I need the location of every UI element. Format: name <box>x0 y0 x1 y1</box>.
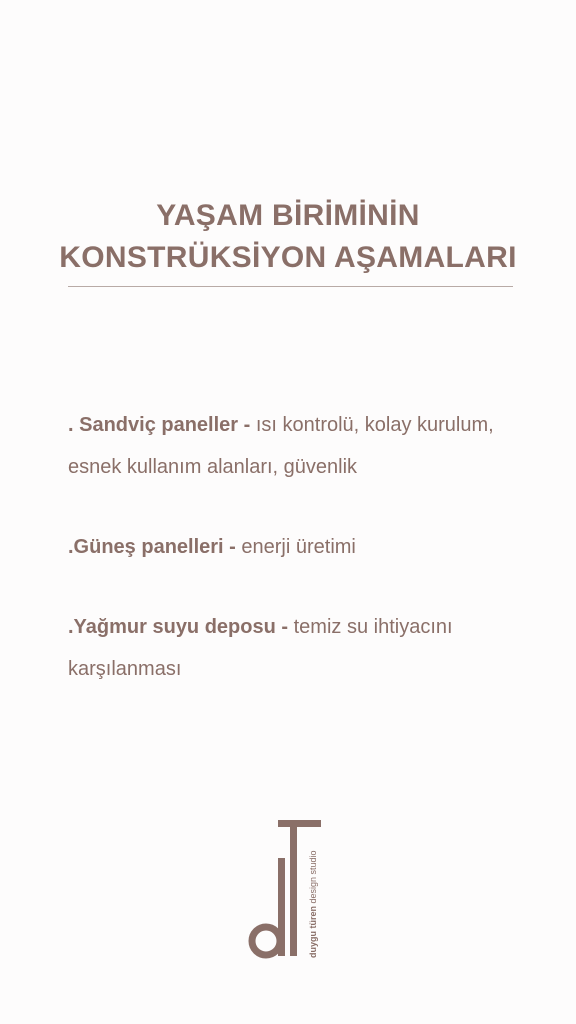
logo-t-stem <box>290 827 297 956</box>
feature-item-solar-panels <box>68 526 518 568</box>
title-line-2: KONSTRÜKSİYON AŞAMALARI <box>59 241 517 274</box>
feature-item-sandwich-panels <box>68 404 518 488</box>
brand-logo <box>246 818 336 963</box>
page-title <box>0 195 576 279</box>
title-line-1: YAŞAM BİRİMİNİN <box>156 199 420 232</box>
feature-item-lead: . Sandviç paneller - <box>68 414 256 436</box>
feature-item-lead: .Güneş panelleri - <box>68 536 242 558</box>
feature-item-text: enerji üretimi <box>241 536 356 558</box>
feature-item-rainwater-tank <box>68 606 518 690</box>
feature-item-text: ısı kontrolü, kolay kurulum, esnek kullanım alanları, güvenlik <box>68 414 494 478</box>
logo-d-stem <box>278 858 285 956</box>
logo-d-bowl <box>252 927 280 955</box>
feature-item-lead: .Yağmur suyu deposu - <box>68 616 294 638</box>
title-divider <box>68 286 513 287</box>
feature-item-text: temiz su ihtiyacını karşılanması <box>68 616 453 680</box>
logo-brand-text: duygu türen design studio <box>308 850 318 958</box>
logo-t-bar <box>278 820 321 827</box>
feature-list <box>68 404 518 690</box>
